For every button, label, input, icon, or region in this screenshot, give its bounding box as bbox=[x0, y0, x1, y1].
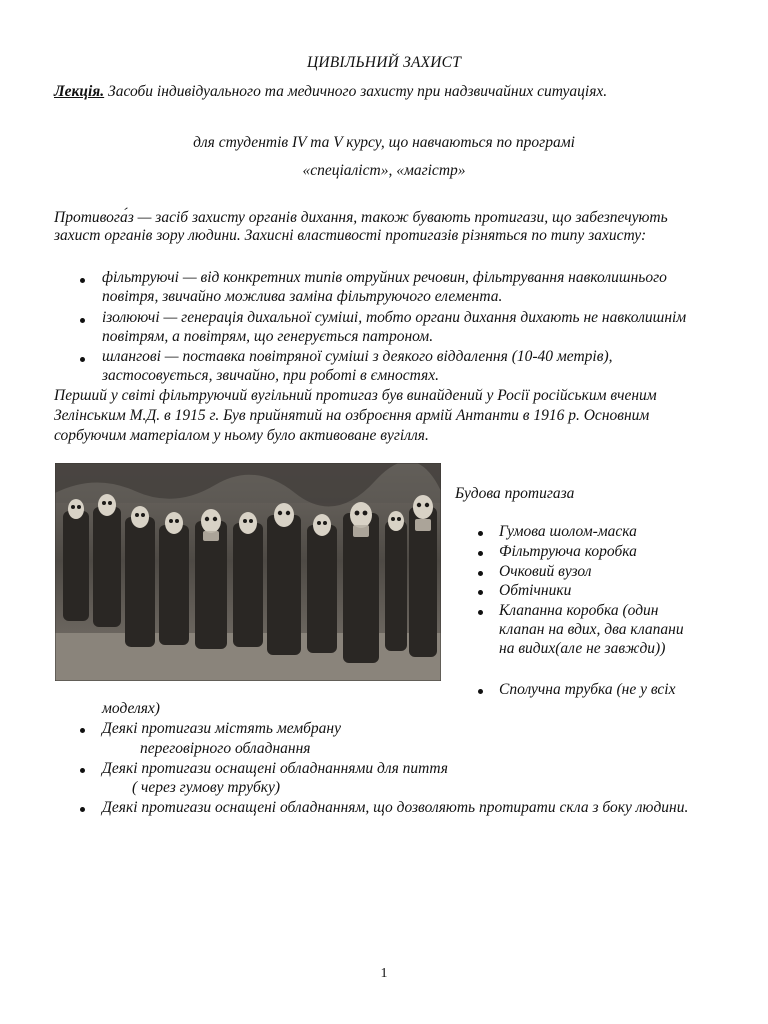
audience-line-2: «спеціаліст», «магістр» bbox=[302, 162, 466, 179]
history-paragraph: Перший у світі фільтруючий вугільний протигаз був винайдений у Росії російським вченим Зелінським М.Д. в 1915 г. Був прийнятий на озброєння армій Антанти в 1916 р. Основним сорбуючим матеріалом у ньому було активоване вугілля. bbox=[54, 387, 657, 444]
bullet-icon bbox=[478, 590, 483, 595]
lecture-label: Лекція. bbox=[54, 83, 105, 100]
bullet-icon bbox=[478, 571, 483, 576]
bullet-icon bbox=[80, 357, 85, 362]
extra-item-indent: ( через гумову трубку) bbox=[132, 779, 281, 796]
intro-paragraph: Противога́з — засіб захисту органів дихання, також бувають протигази, що забезпечують захист органів зору людини. Захисні властивості протигазів різняться по типу захисту: bbox=[54, 209, 668, 244]
structure-item: Фільтруюча коробка bbox=[499, 543, 637, 560]
extra-item: Деякі протигази оснащені обладнаннями для пиття bbox=[102, 760, 448, 777]
structure-item: Очковий вузол bbox=[499, 563, 592, 580]
structure-item-continuation: моделях) bbox=[102, 700, 160, 717]
bullet-icon bbox=[478, 551, 483, 556]
bullet-icon bbox=[80, 807, 85, 812]
lecture-line bbox=[54, 82, 607, 102]
extra-item-indent: переговірного обладнання bbox=[140, 740, 311, 757]
structure-item: Гумова шолом-маска bbox=[499, 523, 637, 540]
lecture-topic: Засоби індивідуального та медичного захисту при надзвичайних ситуаціях. bbox=[104, 83, 608, 100]
bullet-icon bbox=[478, 689, 483, 694]
type-item: шлангові — поставка повітряної суміші з деякого віддалення (10-40 метрів), застосовується, звичайно, при роботі в ємностях. bbox=[102, 348, 613, 384]
structure-item: Сполучна трубка (не у всіх bbox=[499, 681, 676, 698]
bullet-icon bbox=[478, 610, 483, 615]
audience-line-1: для студентів IV та V курсу, що навчаються по програмі bbox=[193, 134, 575, 151]
extra-item: Деякі протигази містять мембрану bbox=[102, 720, 341, 737]
soldiers-gas-mask-photo bbox=[55, 463, 441, 681]
document-title: ЦИВІЛЬНИЙ ЗАХИСТ bbox=[306, 54, 462, 71]
bullet-icon bbox=[80, 278, 85, 283]
structure-item: Клапанна коробка (один клапан на вдих, два клапани на видих(але не завжди)) bbox=[499, 602, 684, 657]
structure-title: Будова протигаза bbox=[455, 485, 575, 502]
type-item: фільтруючі — від конкретних типів отруйних речовин, фільтрування навколишнього повітря, звичайно можлива заміна фільтруючого елемента. bbox=[102, 269, 667, 305]
bullet-icon bbox=[80, 318, 85, 323]
page-number: 1 bbox=[380, 966, 388, 981]
bullet-icon bbox=[80, 728, 85, 733]
bullet-icon bbox=[80, 768, 85, 773]
type-item: ізолюючі — генерація дихальної суміші, тобто органи дихання дихають не навколишнім повітрям, а повітрям, що генерується патроном. bbox=[102, 309, 687, 345]
structure-item: Обтічники bbox=[499, 582, 572, 599]
bullet-icon bbox=[478, 531, 483, 536]
extra-item: Деякі протигази оснащені обладнанням, що дозволяють протирати скла з боку людини. bbox=[102, 799, 689, 816]
